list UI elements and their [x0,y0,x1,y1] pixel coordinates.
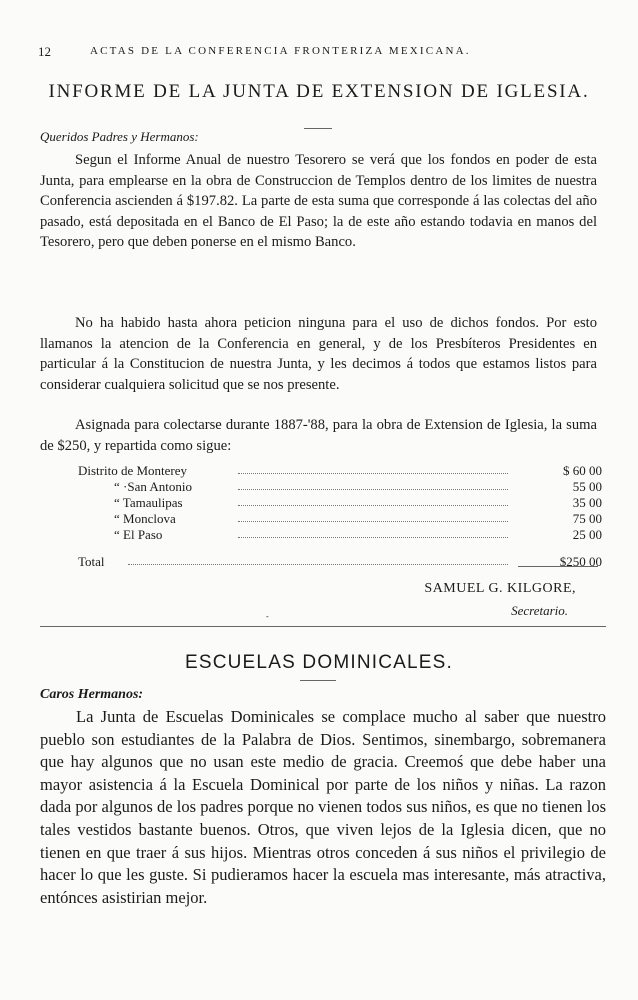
district-name: “ Tamaulipas [114,495,183,510]
leader-dots [238,473,508,474]
page-number: 12 [38,44,51,59]
allocation-row [78,527,602,542]
running-title: ACTAS DE LA CONFERENCIA FRONTERIZA MEXICANA. [90,45,471,57]
district-name: “ El Paso [114,527,163,542]
signer-title: Secretario. [511,603,568,618]
district-name: “ ·San Antonio [114,479,192,494]
district-name: “ Monclova [114,511,176,526]
allocation-row [78,511,602,526]
stray-mark: - [266,612,269,621]
total-amount: $250 00 [559,554,602,569]
paragraph-funds: Segun el Informe Anual de nuestro Tesorero se verá que los fondos en poder de esta Junta, para emplearse en la obra de Construccion de Templos dentro de los limites de nuestra Conferencia ascienden á $197.82. La parte de esta suma que corresponde á las colectas del año pasado, está depositada en el Banco de El Paso; la de este año estando todavia en manos del Tesorero, pero que deben ponerse en el mismo Banco. [40,152,597,250]
allocation-row [78,463,602,478]
section-title-sunday-schools: ESCUELAS DOMINICALES. [184,652,454,673]
signer-name: SAMUEL G. KILGORE, [424,581,576,596]
paragraph-sunday-schools: La Junta de Escuelas Dominicales se complace mucho al saber que nuestro pueblo son estudiantes de la Palabra de Dios. Sentimos, sinembargo, sobremanera que hay algunos que no usan este medio de gracia. Creemoś que debe haber una mayor asistencia á la Escuela Dominical por parte de los niños y niñas. La razon dada por algunos de los padres porque no vienen todos sus niños, es que no tienen los tales vestidos bastante buenos. Otros, que viven lejos de la Iglesia dicen, que no tienen en que traer á sus hijos. Mientras otros conceden á sus niños el privilegio de hacer lo que les guste. Si pudieramos hacer la escuela mas interesante, más atractiva, entónces asistirian mejor. [40,707,606,907]
district-amount: 25 00 [572,527,602,542]
section-divider [40,626,606,627]
leader-dots [128,564,508,565]
title-rule [304,128,332,129]
paragraph-assignment: Asignada para colectarse durante 1887-'88, para la obra de Extension de Iglesia, la suma de $250, y repartida como sigue: [40,417,597,454]
paragraph-requests: No ha habido hasta ahora peticion ninguna para el uso de dichos fondos. Por esto llamanos la atencion de la Conferencia en general, y de los Presbíteros Presidentes en particular á la Constitucion de nuestra Junta, y les decimos á todos que estamos listos para considerar cualquiera solicitud que se nos presente. [40,315,597,393]
leader-dots [238,521,508,522]
allocation-row [78,479,602,494]
district-amount: 55 00 [572,479,602,494]
district-amount: $ 60 00 [563,463,602,478]
allocation-row [78,495,602,510]
salutation-extension: Queridos Padres y Hermanos: [40,129,199,144]
district-amount: 35 00 [572,495,602,510]
salutation-sunday-schools: Caros Hermanos: [40,687,144,702]
district-name: Distrito de Monterey [78,463,188,478]
leader-dots [238,489,508,490]
section-title-extension: INFORME DE LA JUNTA DE EXTENSION DE IGLESIA. [48,81,590,102]
title-rule [300,680,336,681]
sum-rule [518,566,598,567]
district-amount: 75 00 [572,511,602,526]
leader-dots [238,537,508,538]
total-label: Total [78,554,105,569]
leader-dots [238,505,508,506]
